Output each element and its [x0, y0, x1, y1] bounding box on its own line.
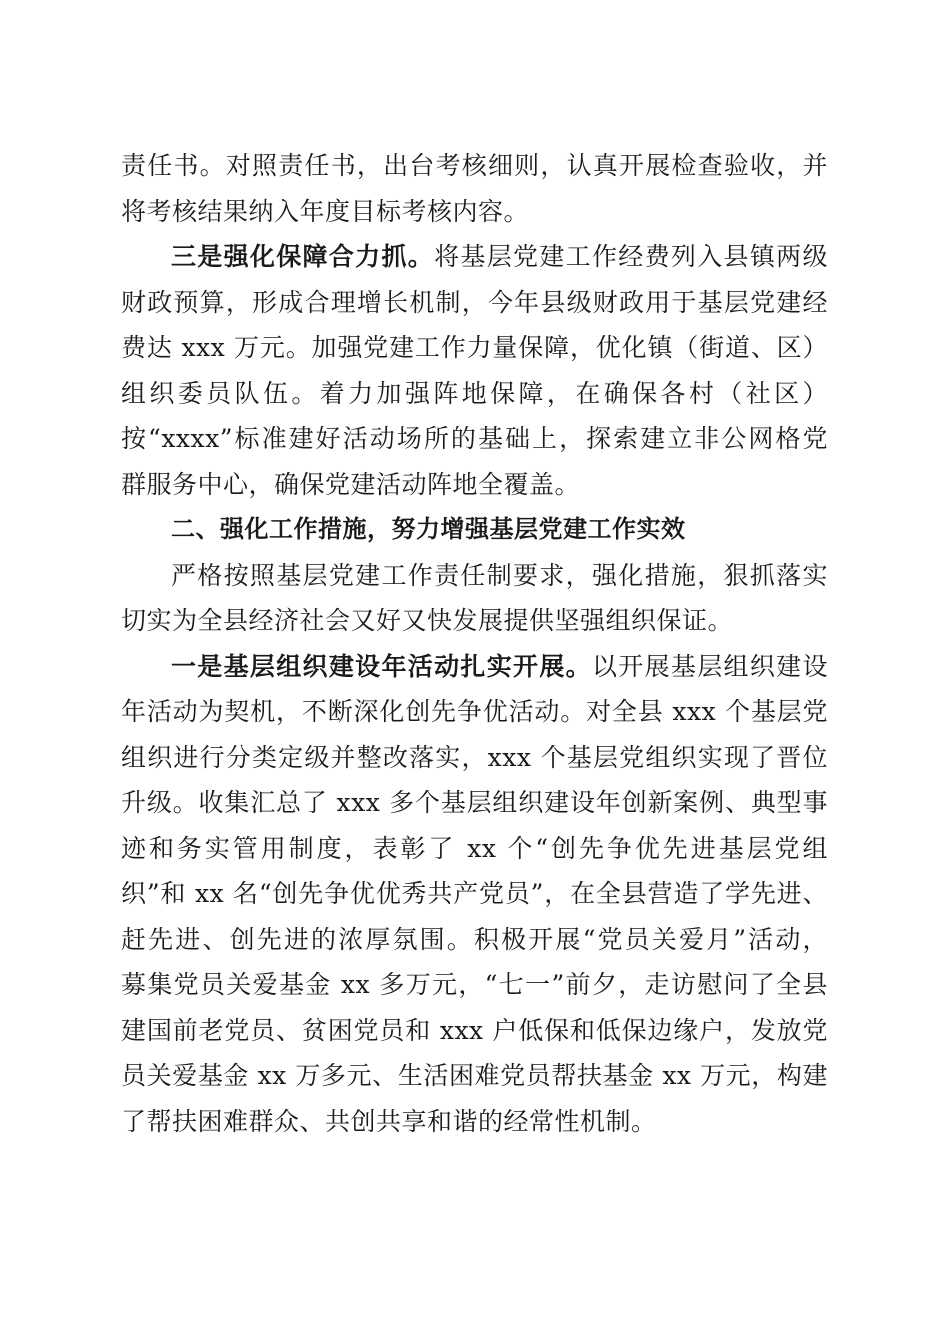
text-line: 组织进行分类定级并整改落实，xxx 个基层党组织实现了晋位 — [121, 742, 828, 772]
document-body — [121, 143, 828, 1144]
text-line: 组织委员队伍。着力加强阵地保障，在确保各村（社区） — [121, 378, 828, 408]
text-line: 员关爱基金 xx 万多元、生活困难党员帮扶基金 xx 万元，构建 — [121, 1061, 828, 1090]
text-line: 将考核结果纳入年度目标考核内容。 — [121, 196, 530, 226]
paragraph-first-rest: 将基层党建工作经费列入县镇两级 — [434, 242, 828, 271]
paragraph-lead: 三是强化保障合力抓。 — [171, 242, 435, 271]
paragraph-first-rest: 以开展基层组织建设 — [591, 651, 828, 681]
text-line: 切实为全县经济社会又好又快发展提供坚强组织保证。 — [121, 606, 734, 635]
paragraph-lead: 一是基层组织建设年活动扎实开展。 — [171, 651, 592, 681]
section-heading: 二、强化工作措施，努力增强基层党建工作实效 — [171, 515, 686, 543]
text-line: 募集党员关爱基金 xx 多万元，“七一”前夕，走访慰问了全县 — [121, 970, 828, 999]
text-line: 费达 xxx 万元。加强党建工作力量保障，优化镇（街道、区） — [121, 333, 828, 362]
paragraph-first-line: 严格按照基层党建工作责任制要求，强化措施，狠抓落实 — [171, 560, 828, 590]
text-line: 了帮扶困难群众、共创共享和谐的经常性机制。 — [121, 1106, 657, 1136]
text-line: 按“xxxx”标准建好活动场所的基础上，探索建立非公网格党 — [121, 424, 828, 453]
paragraph-first-line — [121, 234, 828, 280]
text-line: 织”和 xx 名“创先争优优秀共产党员”，在全县营造了学先进、 — [121, 879, 828, 908]
text-line: 建国前老党员、贫困党员和 xxx 户低保和低保边缘户，发放党 — [121, 1015, 828, 1045]
text-line: 年活动为契机，不断深化创先争优活动。对全县 xxx 个基层党 — [121, 697, 828, 726]
text-line: 迹和务实管用制度，表彰了 xx 个“创先争优先进基层党组 — [121, 833, 828, 863]
text-line: 财政预算，形成合理增长机制，今年县级财政用于基层党建经 — [121, 287, 828, 317]
text-line: 升级。收集汇总了 xxx 多个基层组织建设年创新案例、典型事 — [121, 788, 828, 817]
text-line: 群服务中心，确保党建活动阵地全覆盖。 — [121, 469, 581, 499]
text-line: 赶先进、创先进的浓厚氛围。积极开展“党员关爱月”活动， — [121, 924, 828, 954]
paragraph-first-line — [121, 644, 828, 690]
text-line: 责任书。对照责任书，出台考核细则，认真开展检查验收，并 — [121, 151, 828, 180]
